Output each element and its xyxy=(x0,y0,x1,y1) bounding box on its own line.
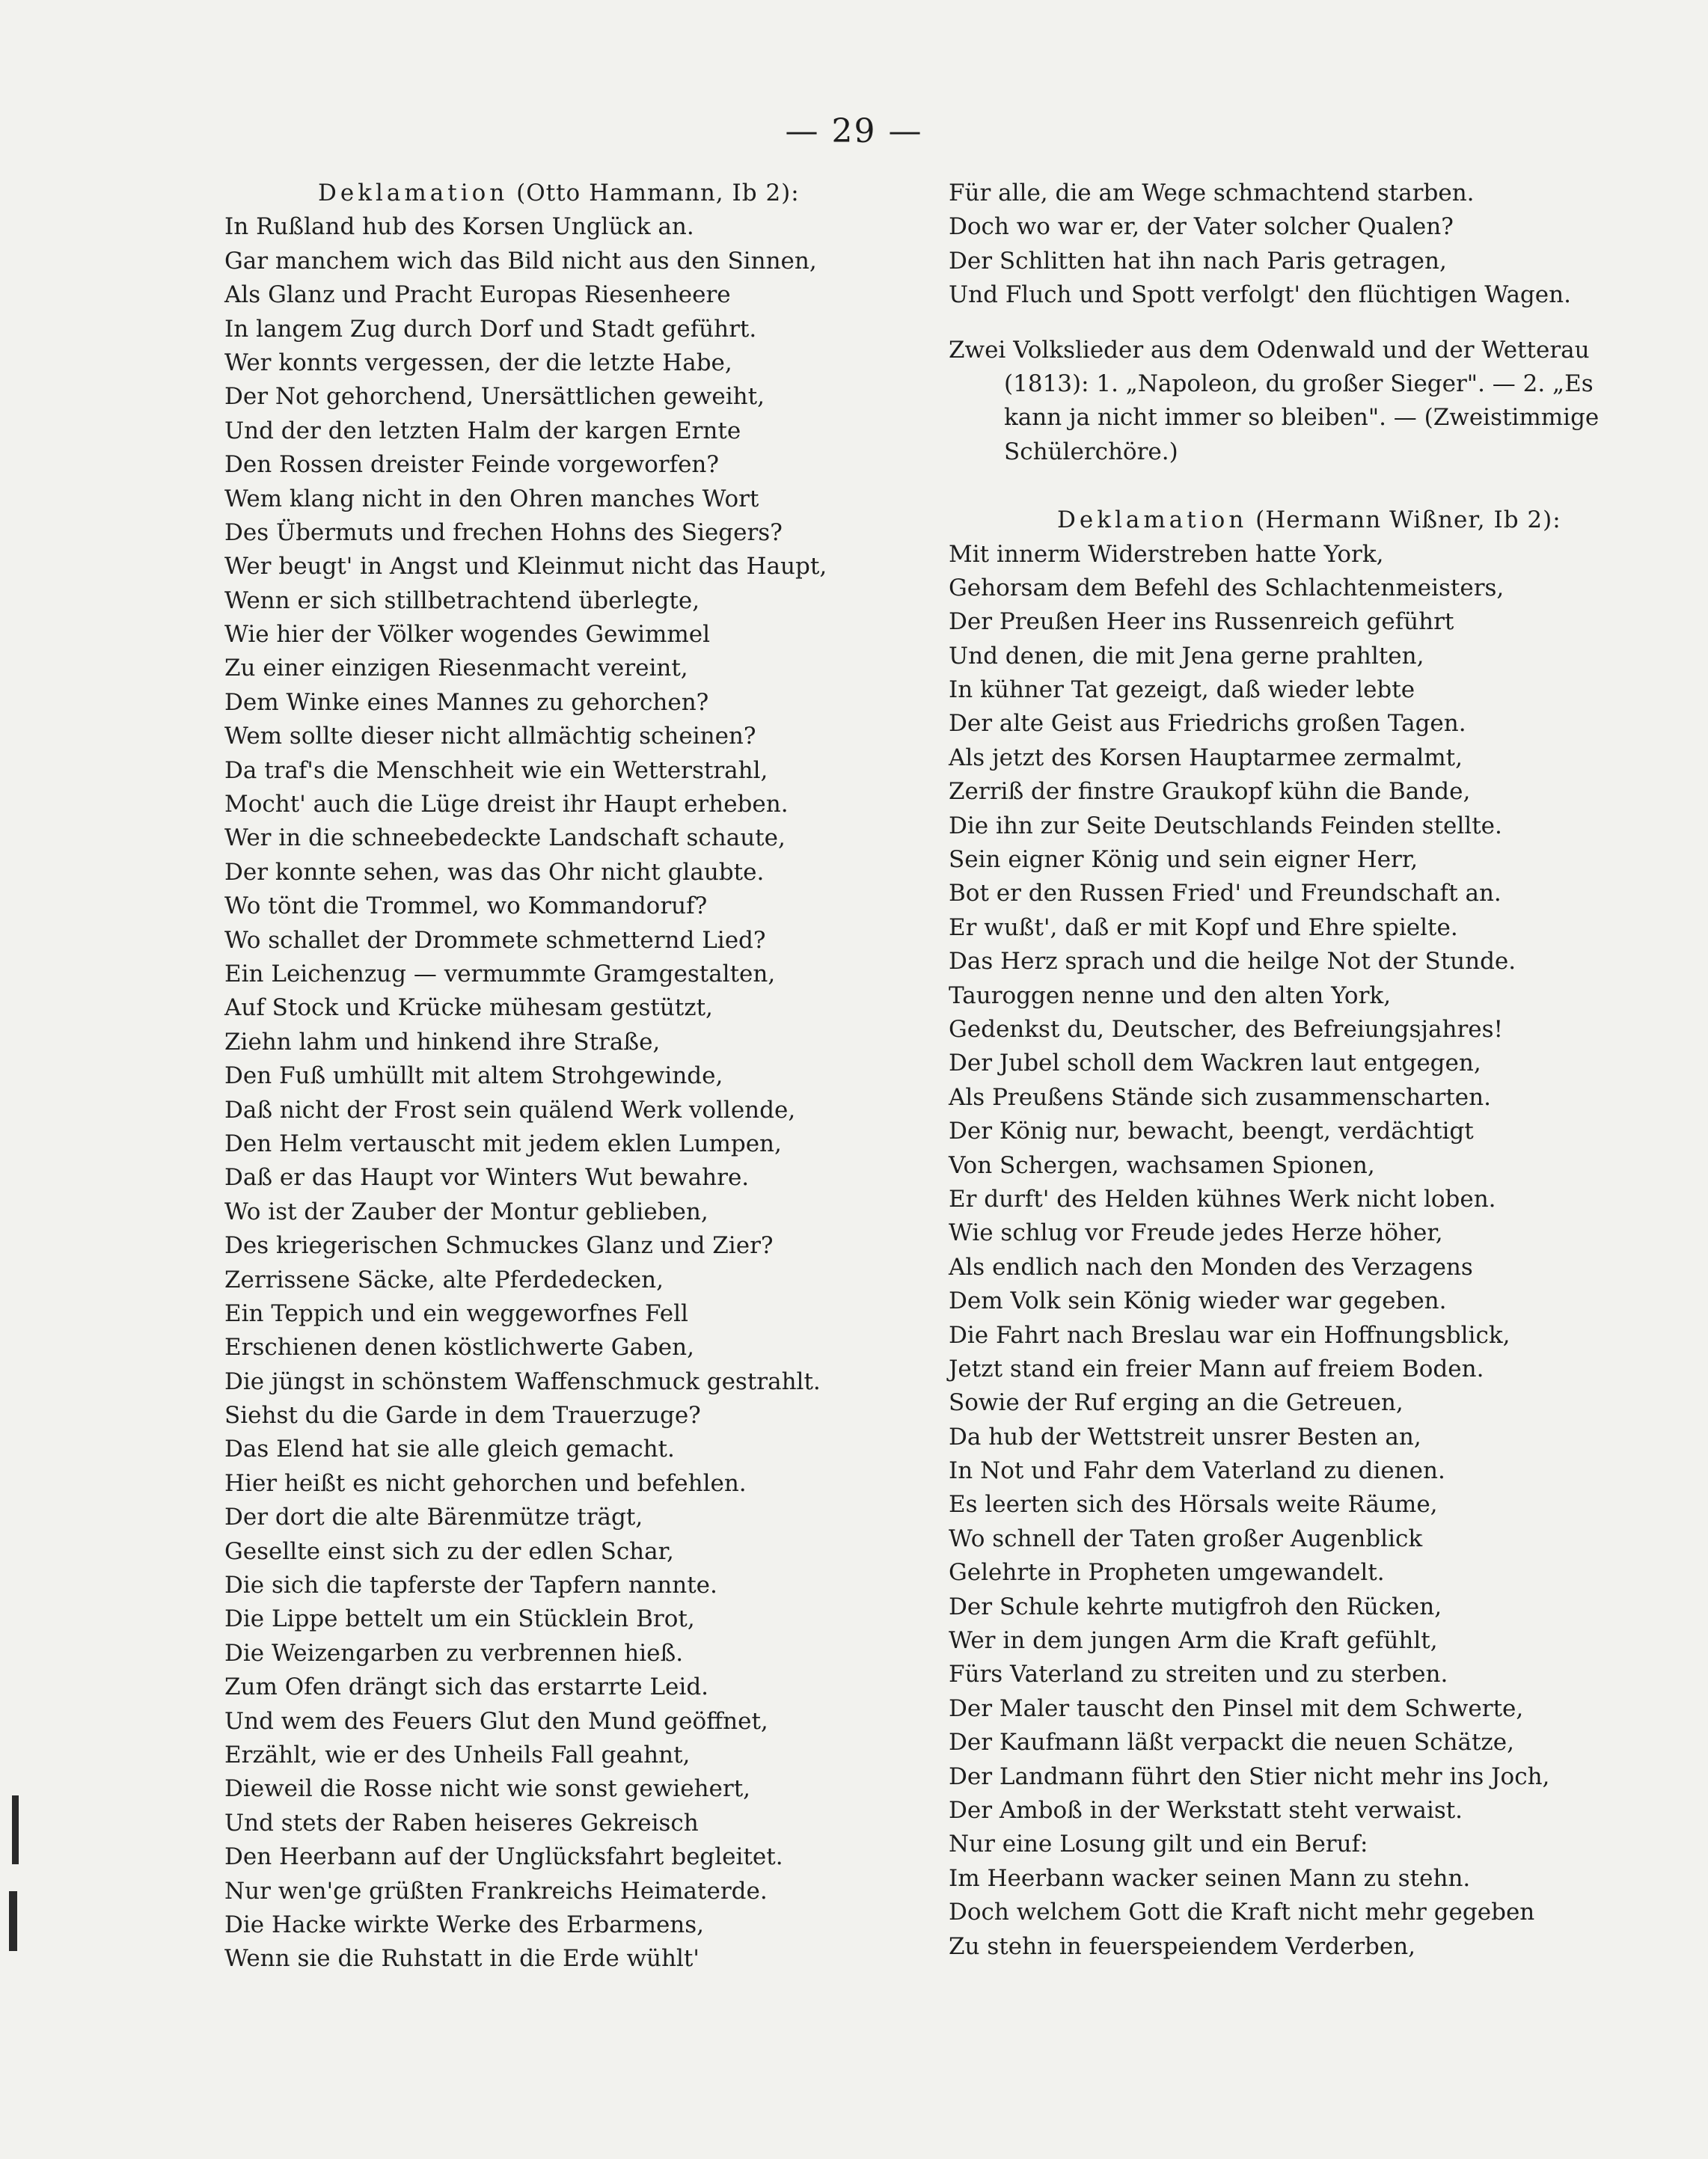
poem-line: Fürs Vaterland zu streiten und zu sterben. xyxy=(949,1661,1448,1688)
poem-line: Da traf's die Menschheit wie ein Wetterstrahl, xyxy=(224,756,768,784)
page-edge-mark xyxy=(9,1891,17,1951)
poem-line: Wie schlug vor Freude jedes Herze höher, xyxy=(949,1219,1443,1247)
poem-line: In Rußland hub des Korsen Unglück an. xyxy=(224,213,694,241)
poem-line: Den Rossen dreister Feinde vorgeworfen? xyxy=(224,451,720,479)
page-number: — 29 — xyxy=(785,112,923,150)
poem-line: Zu einer einzigen Riesenmacht vereint, xyxy=(224,655,688,682)
heading-title: Deklamation xyxy=(318,180,509,206)
poem-line: Dieweil die Rosse nicht wie sonst gewiehert, xyxy=(224,1775,751,1803)
poem-line: Gar manchem wich das Bild nicht aus den Sinnen, xyxy=(224,247,817,275)
poem-line: Es leerten sich des Hörsals weite Räume, xyxy=(949,1491,1438,1519)
poem-line: Ein Teppich und ein weggeworfnes Fell xyxy=(224,1299,688,1327)
poem-line: Jetzt stand ein freier Mann auf freiem Boden. xyxy=(949,1355,1484,1382)
poem-line: Als Glanz und Pracht Europas Riesenheere xyxy=(224,281,731,309)
poem-line: Der Maler tauscht den Pinsel mit dem Schwerte, xyxy=(949,1694,1524,1722)
poem-line: Mit innerm Widerstreben hatte York, xyxy=(949,540,1384,568)
poem-line: Nur eine Losung gilt und ein Beruf: xyxy=(949,1831,1368,1858)
poem-line: Als endlich nach den Monden des Verzagens xyxy=(949,1253,1473,1281)
poem-line: Siehst du die Garde in dem Trauerzuge? xyxy=(224,1402,701,1430)
poem-line: Der Not gehorchend, Unersättlichen geweiht, xyxy=(224,383,765,411)
poem-line: Des Übermuts und frechen Hohns des Siegers? xyxy=(224,518,783,546)
heading-title: Deklamation xyxy=(1057,506,1248,534)
poem-lines-continued xyxy=(949,177,1622,313)
poem-line: Der König nur, bewacht, beengt, verdächtigt xyxy=(949,1118,1474,1145)
poem-line: Hier heißt es nicht gehorchen und befehlen. xyxy=(224,1469,747,1497)
poem-line: In langem Zug durch Dorf und Stadt geführt. xyxy=(224,315,757,343)
poem-line: Doch wo war er, der Vater solcher Qualen? xyxy=(949,213,1454,241)
poem-line: Von Schergen, wachsamen Spionen, xyxy=(949,1151,1375,1179)
poem-line: Und wem des Feuers Glut den Mund geöffnet, xyxy=(224,1707,768,1735)
poem-line: Wer beugt' in Angst und Kleinmut nicht das Haupt, xyxy=(224,553,827,581)
poem-line: Das Elend hat sie alle gleich gemacht. xyxy=(224,1436,675,1463)
song-note-line: Schülerchöre.) xyxy=(1004,438,1178,465)
poem-line: Die Weizengarben zu verbrennen hieß. xyxy=(224,1639,684,1667)
poem-line: Wo tönt die Trommel, wo Kommandoruf? xyxy=(224,892,708,920)
poem-line: Er wußt', daß er mit Kopf und Ehre spielte. xyxy=(949,913,1458,941)
song-note-line: Zwei Volkslieder aus dem Odenwald und der Wetterau xyxy=(949,336,1590,364)
poem-line: Er durft' des Helden kühnes Werk nicht loben. xyxy=(949,1185,1496,1213)
poem-line: Der Schule kehrte mutigfroh den Rücken, xyxy=(949,1593,1442,1620)
poem-line: Gesellte einst sich zu der edlen Schar, xyxy=(224,1537,674,1565)
poem-line: Dem Winke eines Mannes zu gehorchen? xyxy=(224,688,709,716)
poem-line: Der Amboß in der Werkstatt steht verwaist. xyxy=(949,1796,1463,1824)
poem-line: Den Fuß umhüllt mit altem Strohgewinde, xyxy=(224,1062,723,1090)
poem-line: Der alte Geist aus Friedrichs großen Tagen. xyxy=(949,710,1466,738)
poem-line: Der Schlitten hat ihn nach Paris getragen, xyxy=(949,247,1447,275)
poem-line: Wo ist der Zauber der Montur geblieben, xyxy=(224,1198,708,1225)
poem-line: Und denen, die mit Jena gerne prahlten, xyxy=(949,642,1424,670)
poem-line: Mocht' auch die Lüge dreist ihr Haupt erheben. xyxy=(224,791,789,818)
poem-line: Als Preußens Stände sich zusammenscharten. xyxy=(949,1083,1491,1111)
page-edge-mark xyxy=(12,1795,19,1864)
poem-line: Der Jubel scholl dem Wackren laut entgegen, xyxy=(949,1050,1481,1077)
poem-line: Wer in dem jungen Arm die Kraft gefühlt, xyxy=(949,1627,1438,1655)
declamation-heading xyxy=(949,503,1622,537)
poem-line: Und stets der Raben heiseres Gekreisch xyxy=(224,1809,699,1837)
song-note-line: kann ja nicht immer so bleiben". — (Zweistimmige xyxy=(1004,404,1600,432)
poem-line: Wenn er sich stillbetrachtend überlegte, xyxy=(224,587,700,614)
poem-line: Die jüngst in schönstem Waffenschmuck gestrahlt. xyxy=(224,1368,821,1395)
poem-line: Den Helm vertauscht mit jedem eklen Lumpen, xyxy=(224,1130,782,1157)
poem-line: Wo schallet der Drommete schmetternd Lied? xyxy=(224,926,766,954)
poem-line: Im Heerbann wacker seinen Mann zu stehn. xyxy=(949,1864,1471,1892)
poem-line: Zum Ofen drängt sich das erstarrte Leid. xyxy=(224,1673,709,1701)
heading-author: (Hermann Wißner, Ib 2): xyxy=(1255,506,1561,534)
poem-line: Erzählt, wie er des Unheils Fall geahnt, xyxy=(224,1741,691,1768)
poem-line: Tauroggen nenne und den alten York, xyxy=(949,981,1392,1009)
poem-line: Zerrissene Säcke, alte Pferdedecken, xyxy=(224,1266,664,1293)
poem-line: Wer konnts vergessen, der die letzte Habe, xyxy=(224,349,732,376)
poem-line: Das Herz sprach und die heilge Not der Stunde. xyxy=(949,948,1516,976)
poem-line: Des kriegerischen Schmuckes Glanz und Zier? xyxy=(224,1232,774,1260)
poem-line: Gedenkst du, Deutscher, des Befreiungsjahres! xyxy=(949,1015,1504,1043)
poem-line: Zerriß der finstre Graukopf kühn die Bande, xyxy=(949,778,1471,806)
poem-line: Der Preußen Heer ins Russenreich geführt xyxy=(949,608,1454,636)
poem-line: Der dort die alte Bärenmütze trägt, xyxy=(224,1504,643,1531)
poem-line: Ein Leichenzug — vermummte Gramgestalten, xyxy=(224,960,776,987)
poem-line: Sowie der Ruf erging an die Getreuen, xyxy=(949,1389,1404,1417)
poem-line: Daß er das Haupt vor Winters Wut bewahre. xyxy=(224,1164,750,1192)
poem-line: Die Hacke wirkte Werke des Erbarmens, xyxy=(224,1911,705,1938)
poem-line: Und der den letzten Halm der kargen Ernte xyxy=(224,417,741,444)
poem-line: Ziehn lahm und hinkend ihre Straße, xyxy=(224,1028,661,1056)
poem-line: Die Lippe bettelt um ein Stücklein Brot, xyxy=(224,1605,695,1633)
poem-line: Wem sollte dieser nicht allmächtig scheinen? xyxy=(224,723,756,750)
poem-line: Erschienen denen köstlichwerte Gaben, xyxy=(224,1334,694,1362)
poem-line: Bot er den Russen Fried' und Freundschaft an. xyxy=(949,880,1502,907)
poem-lines xyxy=(224,210,868,1976)
poem-line: Und Fluch und Spott verfolgt' den flüchtigen Wagen. xyxy=(949,281,1571,309)
declamation-heading xyxy=(224,177,868,210)
poem-line: Auf Stock und Krücke mühesam gestützt, xyxy=(224,994,713,1022)
poem-line: In kühner Tat gezeigt, daß wieder lebte xyxy=(949,676,1415,704)
poem-line: Zu stehn in feuerspeiendem Verderben, xyxy=(949,1932,1416,1960)
spacer xyxy=(949,313,1622,334)
poem-line: Wer in die schneebedeckte Landschaft schaute, xyxy=(224,824,786,852)
poem-line: Gehorsam dem Befehl des Schlachtenmeisters, xyxy=(949,574,1505,601)
poem-line: Die sich die tapferste der Tapfern nannte. xyxy=(224,1572,717,1599)
poem-line: Als jetzt des Korsen Hauptarmee zermalmt, xyxy=(949,744,1463,771)
poem-line: Nur wen'ge grüßten Frankreichs Heimaterde. xyxy=(224,1877,768,1905)
right-column xyxy=(949,177,1622,1964)
poem-line: Wie hier der Völker wogendes Gewimmel xyxy=(224,621,711,649)
poem-line: Da hub der Wettstreit unsrer Besten an, xyxy=(949,1423,1421,1451)
poem-line: Wem klang nicht in den Ohren manches Wort xyxy=(224,485,759,512)
poem-line: Wenn sie die Ruhstatt in die Erde wühlt' xyxy=(224,1945,700,1973)
song-note xyxy=(949,334,1622,470)
poem-line: Den Heerbann auf der Unglücksfahrt begleitet. xyxy=(224,1843,783,1871)
spacer xyxy=(949,469,1622,503)
poem-line: Gelehrte in Propheten umgewandelt. xyxy=(949,1559,1385,1587)
poem-line: Der konnte sehen, was das Ohr nicht glaubte. xyxy=(224,858,765,886)
poem-line: Daß nicht der Frost sein quälend Werk vollende, xyxy=(224,1096,796,1124)
poem-line: Die ihn zur Seite Deutschlands Feinden stellte. xyxy=(949,812,1502,839)
poem-line: In Not und Fahr dem Vaterland zu dienen. xyxy=(949,1457,1445,1485)
poem-lines xyxy=(949,538,1622,1964)
poem-line: Sein eigner König und sein eigner Herr, xyxy=(949,846,1418,874)
song-note-line: (1813): 1. „Napoleon, du großer Sieger". — 2. „Es xyxy=(1004,370,1594,397)
left-column xyxy=(224,177,868,1976)
poem-line: Wo schnell der Taten großer Augenblick xyxy=(949,1525,1423,1552)
poem-line: Doch welchem Gott die Kraft nicht mehr gegeben xyxy=(949,1899,1535,1926)
poem-line: Der Landmann führt den Stier nicht mehr ins Joch, xyxy=(949,1763,1550,1790)
poem-line: Die Fahrt nach Breslau war ein Hoffnungsblick, xyxy=(949,1321,1510,1349)
heading-author: (Otto Hammann, Ib 2): xyxy=(516,180,800,206)
poem-line: Der Kaufmann läßt verpackt die neuen Schätze, xyxy=(949,1729,1514,1757)
poem-line: Dem Volk sein König wieder war gegeben. xyxy=(949,1287,1447,1315)
poem-line: Für alle, die am Wege schmachtend starben. xyxy=(949,180,1475,206)
